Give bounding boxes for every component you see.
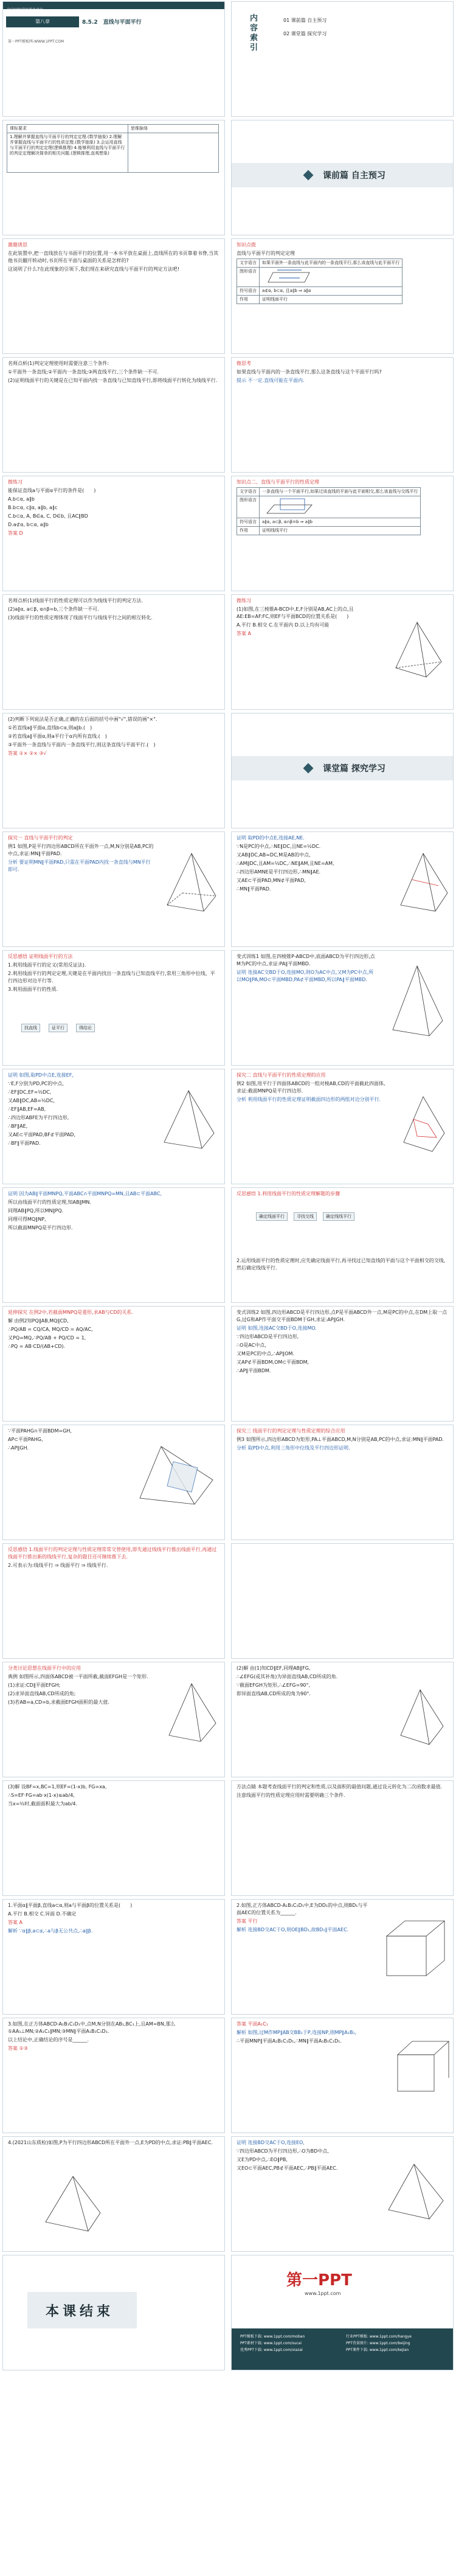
- pyramid-icon-4: [158, 1088, 219, 1154]
- proof2-line-7: ∴BF∥AE,: [8, 1123, 28, 1129]
- ext-line-2: ∴PQ/AB = CQ/CA, MQ/CD = AQ/AC,: [8, 1327, 93, 1332]
- intro-line-2: 这说明了什么?在此现象的引领下,我们现在来研究直线与平面平行的判定方法吧!: [8, 266, 179, 272]
- ad-link-1[interactable]: PPT模板下载: www.1ppt.com/moban: [240, 2335, 305, 2339]
- var1-proof: 证明 连接AC交BD于O,连接MO,则O为AC中点,又M为PC中点,所以MO∥PA,MO⊂平面MBD,PA⊄平面MBD,所以PA∥平面MBD.: [237, 970, 374, 982]
- judge-1: ①若直线a∥平面α,直线b⊂α,则a∥b.( ): [8, 725, 92, 731]
- judge-answer: 答案 ①× ②× ③√: [8, 751, 47, 756]
- slide-reflect-2[interactable]: [231, 1187, 454, 1303]
- slide-quiz-1[interactable]: [2, 1899, 225, 2015]
- cube-icon: [381, 1915, 447, 1982]
- sol3-line-2: ∴S=EF·FG=ab·x(1-x)≤ab/4,: [8, 1793, 75, 1798]
- proof1-line-6: 又AE⊂平面PAD,MN⊄平面PAD,: [237, 878, 306, 883]
- flow2-step-1: 确定线面平行: [256, 1212, 288, 1221]
- quiz2-q: 2.如图,正方体ABCD-A₁B₁C₁D₁中,E为DD₁的中点,则BD₁与平面AEC的位置关系为______.: [237, 1903, 368, 1915]
- t2-r1b: 一条直线与一个平面平行,如果过该直线的平面与此平面相交,那么该直线与交线平行: [260, 488, 421, 496]
- contents-list: [283, 14, 326, 41]
- slide-example-3[interactable]: [231, 1425, 454, 1540]
- ext-line-1: 解 由例2知PQ∥AB,MQ∥CD,: [8, 1318, 69, 1324]
- slide-reflect-3[interactable]: [2, 1543, 225, 1659]
- p1-b: B.b⊂α, c∥α, a∥b, a∥c: [8, 505, 58, 510]
- th-mindmap: 思维脉络: [128, 125, 219, 133]
- quiz4s-line-1: 证明 连接BD交AC于O,连接EO,: [237, 2140, 305, 2145]
- reflect2-heading: 反思感悟 1.利用线面平行的性质定理解题的步骤: [237, 1191, 340, 1196]
- contents-title: 内容索引: [250, 14, 258, 52]
- p1-d: D.a⊄α, b⊂α, a∥b: [8, 522, 49, 527]
- reflect1-heading: 反思感悟 证明线面平行的方法: [8, 954, 73, 959]
- flow2-step-2: 寻找交线: [294, 1212, 317, 1221]
- proof2-line-9: ∴BF∥平面PAD.: [8, 1140, 41, 1146]
- slide-banner-inclass[interactable]: [231, 713, 454, 828]
- quiz1-q: 1.平面α∥平面β,直线a⊂α,则a与平面β的位置关系是( ): [8, 1903, 133, 1908]
- p1-answer: 答案 D: [8, 530, 23, 536]
- p2-answer: 答案 A: [237, 631, 252, 636]
- ad-link-3[interactable]: PPT素材下载: www.1ppt.com/sucai: [240, 2341, 302, 2345]
- ex2-q: 例2 如图,用平行于四面体ABCD的一组对棱AB,CD的平面截此四面体,求证:截面MNPQ是平行四边形.: [237, 1081, 385, 1094]
- judge-3: ③平面外一条直线与平面内一条直线平行,则这条直线与平面平行.( ): [8, 742, 156, 748]
- t2-r4b: 证明线线平行: [260, 527, 421, 535]
- section-title: 8.5.2 直线与平面平行: [82, 19, 142, 26]
- objectives-table: [7, 124, 219, 173]
- brand-logo: 第一PPT: [286, 2271, 352, 2290]
- slide-example-1[interactable]: [2, 831, 225, 947]
- reflect2-flow: [256, 1212, 354, 1221]
- slide-note-1[interactable]: [2, 357, 225, 473]
- theorem1-table: [237, 259, 402, 304]
- ext-line-4: ∴PQ = AB·CD/(AB+CD).: [8, 1344, 66, 1349]
- judge-q: (2)判断下列说法是否正确,正确的在后面的括号中画"√",错误的画"×".: [8, 717, 157, 722]
- t2-r3a: 符号语言: [237, 518, 260, 527]
- ad-link-4[interactable]: PPT背景图片: www.1ppt.com/beijing: [346, 2341, 410, 2345]
- slide-banner-preview[interactable]: [231, 120, 454, 235]
- typ-1: (1)求证:CD∥平面EFGH;: [8, 1682, 61, 1688]
- reflect3-line-1: 反思感悟 1.线面平行的判定定理与性质定理常常交替使用,即先通过线线平行推出线面平行,再通过线面平行推出新的线线平行,复杂的题目还可继续推下去.: [8, 1547, 217, 1560]
- t1-r1b: 如果平面外一条直线与此平面内的一条直线平行,那么该直线与此平面平行: [260, 259, 402, 268]
- proof2-line-1: 证明 如图,取PD中点E,连接EF,: [8, 1072, 74, 1078]
- quiz1-explain: 解析 ∵α∥β,a⊂α,∴a与β无公共点,∴a∥β.: [8, 1928, 93, 1934]
- slide-practice-2[interactable]: [231, 594, 454, 710]
- proof4-line-2: AP⊂平面PAHG,: [8, 1437, 43, 1442]
- p1-q: 能保证直线a与平面α平行的条件是( ): [8, 488, 96, 493]
- flow1-step-2: 证平行: [49, 1024, 67, 1032]
- ad-link-5[interactable]: 优秀PPT下载: www.1ppt.com/xiazai: [240, 2348, 303, 2352]
- theorem1-sub: 直线与平面平行的判定定理: [237, 251, 295, 256]
- proof1-line-7: ∴MN∥平面PAD.: [237, 886, 271, 892]
- slide-blank-1: [231, 1543, 454, 1659]
- proof2-line-8: 又AE⊂平面PAD,BF⊄平面PAD,: [8, 1132, 75, 1137]
- var2-q: 变式训练2 如图,四边形ABCD是平行四边形,点P是平面ABCD外一点,M是PC的中点,在DM上取一点G,过G和AP作平面交平面BDM于GH,求证:AP∥GH.: [237, 1310, 447, 1322]
- intro-line-1: 在此装置中,把一直线放在与书面平行的位置,用一本书平放在桌面上,直线所在的书页靠着书脊,当其他书页翻开转动时,书页所在平面与桌面的关系是怎样的?: [8, 251, 219, 263]
- slide-proof-4[interactable]: [2, 1425, 225, 1540]
- slide-solution-3[interactable]: [2, 1780, 225, 1896]
- sol2-line-3: ∵截面EFGH为矩形,∴∠EFG=90°,: [237, 1682, 311, 1688]
- cube-icon-2: [393, 2036, 451, 2097]
- pyramid-icon-6: [384, 2161, 447, 2222]
- reflect1-line-2: 2.利用线面平行的判定定理,关键是在平面内找出一条直线与已知直线平行,常用三角形中位线、平行四边形对边平行等.: [8, 971, 215, 984]
- slide-method[interactable]: [231, 1780, 454, 1896]
- banner-title: 课前篇 自主预习: [323, 171, 385, 181]
- var2-line-6: ∴AP∥平面BDM.: [237, 1368, 271, 1373]
- intro-heading: 激趣诱思: [8, 242, 27, 248]
- var2-line-2: ∵四边形ABCD是平行四边形,: [237, 1334, 299, 1339]
- quiz2-explain: 解析 连接BD交AC于O,则OE∥BD₁,故BD₁∥平面AEC.: [237, 1927, 349, 1932]
- t2-r1a: 文字语言: [237, 488, 260, 496]
- var2-line-3: ∴O是AC中点,: [237, 1342, 266, 1348]
- plane-figure-icon: [262, 269, 311, 283]
- tetrahedron-icon: [390, 619, 444, 680]
- p1-a: A.b⊂α, a∥b: [8, 496, 35, 502]
- slide-variant-2[interactable]: [231, 1306, 454, 1422]
- method-line-1: 方法点睛 本题考查线面平行的判定和性质,以及面积的最值问题,通过设元转化为二次函数求最值.: [237, 1784, 443, 1790]
- pyramid-figure-icon: [137, 1443, 216, 1510]
- proof1-line-5: ∴四边形AMNE是平行四边形,∴MN∥AE.: [237, 869, 321, 875]
- var2-line-1: 证明 如图,连接AC交BD于O,连接MO.: [237, 1325, 317, 1331]
- proof4-line-3: ∴AP∥GH.: [8, 1445, 29, 1451]
- th-objectives: 课标要求: [7, 125, 128, 133]
- sol2-line-2: ∴∠EFG(或其补角)为异面直线AB,CD所成的角.: [237, 1674, 338, 1679]
- typ-2: (2)求异面直线AB,CD所成的角;: [8, 1691, 76, 1696]
- quiz3-sub: 以上结论中,正确结论的序号是______.: [8, 2037, 89, 2043]
- think-q: 如果直线与平面内的一条直线平行,那么这条直线与这个平面平行吗?: [237, 369, 382, 375]
- t1-r3b: a⊄α, b⊂α, 且a∥b ⇒ a∥α: [260, 287, 402, 296]
- ex3-analysis: 分析 取PD中点,利用三角形中位线及平行四边形证明.: [237, 1445, 350, 1451]
- ex2-analysis: 分析 利用线面平行的性质定理证明截面四边形的两组对边分别平行.: [237, 1097, 381, 1102]
- header-small: 高中同步学案优化设计: [7, 8, 44, 12]
- think-heading: 微思考: [237, 361, 251, 366]
- proof1-line-4: ∴AM∥DC,且AM=½DC,∴NE∥AM,且NE=AM,: [237, 861, 334, 866]
- slide-quiz-3-solution[interactable]: [231, 2018, 454, 2133]
- objectives-body: 1.理解并掌握直线与平面平行的判定定理.(数学抽象) 2.理解并掌握直线与平面平行的性质定理.(数学抽象) 3.会运用直线与平面平行的判定定理(逻辑推理) 4.能够利用直线与平面平行的判定定理解决简单的相关问题.(逻辑推理,直观想象): [7, 133, 128, 173]
- proof3-line-3: 同理AB∥PQ,所以MN∥PQ.: [8, 1208, 64, 1213]
- sol3-line-1: (3)解 设BF=x,BC=1,则EF=(1-x)b, FG=xa,: [8, 1784, 107, 1790]
- slide-quiz-3[interactable]: [2, 2018, 225, 2133]
- flow1-step-3: 得结论: [76, 1024, 95, 1032]
- p2-q: (1)如图,在三棱锥A-BCD中,E,F分别是AB,AC上的点,且AE:EB=AF:FC,则EF与平面BCD的位置关系是( ): [237, 606, 354, 619]
- note2-line-3: (3)线面平行的性质定理体现了线面平行与线线平行之间的相互转化.: [8, 615, 153, 620]
- var1-q: 变式训练1 如图,在四棱锥P-ABCD中,底面ABCD为平行四边形,点M为PC的中点,求证:PA∥平面MBD.: [237, 954, 375, 967]
- quiz1-answer: 答案 A: [8, 1920, 23, 1925]
- note1-line-1: 名师点析(1)判定定理使用时需要注意三个条件:: [8, 361, 109, 366]
- quiz4s-line-3: 又E为PD中点,∴EO∥PB,: [237, 2157, 288, 2162]
- ex3-heading: 探究三 线面平行的判定定理与性质定理的综合应用: [237, 1428, 345, 1434]
- pyramid-icon-5: [40, 2173, 106, 2234]
- quiz4-q: 4.(2021山东质检)如图,P为平行四边形ABCD所在平面外一点,E为PD的中点,求证:PB∥平面AEC.: [8, 2140, 213, 2145]
- reflect1-flow: [21, 1024, 95, 1032]
- end-title: 本课结束: [46, 2304, 114, 2319]
- sol2-line-1: (2)解 由(1)知CD∥EF,同理AB∥FG,: [237, 1665, 311, 1671]
- proof3-line-4: 同理可得MQ∥NP,: [8, 1217, 46, 1222]
- typ-3: (3)若AB=a,CD=b,求截面EFGH面积的最大值.: [8, 1699, 109, 1705]
- ex1-heading: 探究一 直线与平面平行的判定: [8, 835, 73, 841]
- quiz3-q: 3.如图,在正方体ABCD-A₁B₁C₁D₁中,点M,N分别在AB₁,BC₁上,且AM=BN,那么①AA₁⊥MN;②A₁C₁∥MN;③MN∥平面A₁B₁C₁D₁.: [8, 2021, 176, 2034]
- t2-figure: [260, 496, 421, 518]
- quiz4s-line-4: 又EO⊂平面AEC,PB⊄平面AEC,∴PB∥平面AEC.: [237, 2165, 338, 2171]
- quiz3s-line-1: 解析 如图,过M作MP∥AB交BB₁于P,连接NP,则MP∥A₁B₁,: [237, 2030, 357, 2035]
- reflect2-line-2: 2.运用线面平行的性质定理时,应先确定线面平行,再寻找过已知直线的平面与这个平面相交的交线,然后确定线线平行.: [237, 1258, 446, 1271]
- tetrahedron-icon-3: [164, 1681, 219, 1748]
- slide-end[interactable]: [2, 2255, 225, 2370]
- tetrahedron-icon-4: [396, 1687, 447, 1748]
- slide-proof-2[interactable]: [2, 1069, 225, 1184]
- proof3-line-2: 所以由线面平行的性质定理,知AB∥MN.: [8, 1199, 91, 1205]
- ex3-q: 例3 如图所示,四边形ABCD为矩形,PA⊥平面ABCD,M,N分别是AB,PC的中点,求证:MN∥平面PAD.: [237, 1437, 444, 1442]
- judge-2: ②若直线a∥平面α,则a平行于α内所有直线.( ): [8, 734, 107, 739]
- proof2-line-5: ∴EF∥AB,EF=AB,: [8, 1106, 46, 1112]
- slide-extension[interactable]: [2, 1306, 225, 1422]
- p2-options: A.平行 B.相交 C.在平面内 D.以上均有可能: [237, 622, 330, 628]
- theorem1-heading: 知识点拨: [237, 242, 256, 248]
- proof3-line-1: 证明 因为AB∥平面MNPQ,平面ABC∩平面MNPQ=MN,且AB⊂平面ABC,: [8, 1191, 162, 1196]
- quiz3s-line-2: ∴平面MNP∥平面A₁B₁C₁D₁,∴MN∥平面A₁B₁C₁D₁.: [237, 2038, 342, 2044]
- slide-reflect-1[interactable]: [2, 950, 225, 1066]
- mindmap-cell: [128, 133, 219, 173]
- t2-r4a: 作用: [237, 527, 260, 535]
- ad-footer: [232, 2328, 454, 2370]
- proof1-line-3: 又AB∥DC,AB=DC,M是AB的中点,: [237, 852, 311, 858]
- t1-r3a: 符号语言: [237, 287, 260, 296]
- typ-heading: 分类讨论思想在线面平行中的应用: [8, 1665, 81, 1671]
- t1-r2a: 图形语言: [237, 268, 260, 287]
- slide-theorem-2[interactable]: [231, 476, 454, 591]
- quiz3s-answer: 答案 平面A₁C₁: [237, 2021, 269, 2027]
- sol2-line-4: 即异面直线AB,CD所成的角为90°.: [237, 1691, 311, 1696]
- t1-figure: [260, 268, 402, 287]
- sol3-line-3: 当x=½时,截面面积最大为ab/4.: [8, 1801, 78, 1807]
- ad-link-6[interactable]: PPT课件下载: www.1ppt.com/kejian: [346, 2348, 409, 2352]
- p2-heading: 微练习: [237, 598, 251, 603]
- slide-think-1[interactable]: [231, 357, 454, 473]
- t2-r2a: 图形语言: [237, 496, 260, 518]
- slide-proof-1[interactable]: [231, 831, 454, 947]
- t1-r4a: 作用: [237, 296, 260, 304]
- quiz1-options: A.平行 B.相交 C.异面 D.不确定: [8, 1911, 77, 1917]
- proof1-line-2: ∵N是PC的中点,∴NE∥DC,且NE=½DC.: [237, 844, 321, 849]
- quiz4s-line-2: ∵四边形ABCD为平行四边形,∴O为BD中点,: [237, 2148, 329, 2154]
- slide-intro[interactable]: [2, 238, 225, 354]
- method-line-2: 注意线面平行的性质定理应用时需要明确三个条件.: [237, 1793, 345, 1798]
- proof2-line-3: ∴EF∥DC,EF=½DC,: [8, 1089, 52, 1095]
- slide-typical[interactable]: [2, 1662, 225, 1777]
- slide-quiz-2[interactable]: [231, 1899, 454, 2015]
- contents-item-2[interactable]: 02 课堂篇 探究学习: [283, 31, 327, 36]
- cover-topbar: [3, 2, 225, 12]
- ex2-heading: 探究二 直线与平面平行的性质定理的应用: [237, 1072, 326, 1078]
- var2-line-5: 又AP⊄平面BDM,OM⊂平面BDM,: [237, 1359, 309, 1365]
- proof3-line-5: 所以截面MNPQ是平行四边形.: [8, 1225, 73, 1231]
- ex1-analysis: 分析 要证明MN∥平面PAD,只需在平面PAD内找一条直线与MN平行即可.: [8, 859, 151, 872]
- chapter-label: 第八章: [6, 16, 79, 27]
- slide-contents[interactable]: [231, 1, 454, 117]
- reflect1-line-1: 1.利用线面平行的定义(常用反证法).: [8, 962, 86, 968]
- t1-r4b: 证明线面平行: [260, 296, 402, 304]
- p1-heading: 微练习: [8, 479, 22, 485]
- slide-example-2[interactable]: [231, 1069, 454, 1184]
- proof2-line-4: 又AB∥DC,AB=½DC,: [8, 1098, 55, 1103]
- banner-title-2: 课堂篇 探究学习: [323, 764, 385, 774]
- reflect1-line-3: 3.利用面面平行的性质.: [8, 987, 58, 992]
- flow2-step-3: 确定线线平行: [323, 1212, 354, 1221]
- pyramid-icon-2: [396, 850, 451, 917]
- contents-item-1[interactable]: 01 课前篇 自主预习: [283, 18, 327, 23]
- typ-q: 典例 如图所示,四面体ABCD被一平面所截,截面EFGH是一个矩形.: [8, 1674, 148, 1679]
- proof2-line-2: ∵E,F分别为PD,PC的中点,: [8, 1081, 64, 1086]
- p1-c: C.b⊂α, A, B∈a, C, D∈b, 且AC∥BD: [8, 513, 88, 519]
- ex1-q: 例1 如图,P是平行四边形ABCD所在平面外一点,M,N分别是AB,PC的中点,求证:MN∥平面PAD.: [8, 844, 154, 856]
- slide-ad[interactable]: [231, 2255, 454, 2370]
- reflect3-line-2: 2.可表示为:线线平行 ⇒ 线面平行 ⇒ 线线平行.: [8, 1563, 108, 1568]
- proof2-line-6: ∴四边形ABFE为平行四边形,: [8, 1115, 69, 1120]
- note2-line-1: 名师点析(1)线面平行的性质定理可以作为线线平行的判定方法.: [8, 598, 143, 603]
- pyramid-icon: [161, 850, 219, 917]
- t2-r3b: a∥α, a⊂β, α∩β=b ⇒ a∥b: [260, 518, 421, 527]
- slide-variant-1[interactable]: [231, 950, 454, 1066]
- quiz2-answer: 答案 平行: [237, 1918, 258, 1924]
- slide-theorem-1[interactable]: [231, 238, 454, 354]
- brand-url: www.1ppt.com: [305, 2291, 341, 2296]
- note1-line-2: ①平面外一条直线;②平面内一条直线;③两直线平行,三个条件缺一不可.: [8, 369, 159, 375]
- note2-line-2: (2)a∥α, a⊂β, α∩β=b,三个条件缺一不可.: [8, 606, 99, 612]
- tetrahedron-icon-2: [399, 1094, 447, 1154]
- slide-quiz-4[interactable]: [2, 2136, 225, 2252]
- slide-cover[interactable]: [2, 1, 225, 117]
- quiz3-answer: 答案 ①③: [8, 2046, 28, 2051]
- ext-heading: 延伸探究 在例2中,若截面MNPQ是菱形,求AB与CD的关系.: [8, 1310, 133, 1315]
- flow1-step-1: 找直线: [21, 1024, 40, 1032]
- pyramid-icon-3: [387, 963, 447, 1042]
- proof4-line-1: ∵平面PAHG∩平面BDM=GH,: [8, 1428, 72, 1434]
- footer-url: 第一PPT模板网-WWW.1PPT.COM: [8, 40, 64, 44]
- think-hint: 提示 不一定.直线可能在平面内.: [237, 378, 305, 383]
- proof1-line-1: 证明 取PD的中点E,连接AE,NE.: [237, 835, 305, 841]
- slide-judge[interactable]: [2, 713, 225, 828]
- theorem2-table: [237, 487, 421, 535]
- slide-quiz-4-solution[interactable]: [231, 2136, 454, 2252]
- t1-r1a: 文字语言: [237, 259, 260, 268]
- slide-proof-3[interactable]: [2, 1187, 225, 1303]
- slide-note-2[interactable]: [2, 594, 225, 710]
- slide-practice-1[interactable]: [2, 476, 225, 591]
- var2-line-4: 又M是PC的中点,∴AP∥OM.: [237, 1351, 294, 1356]
- ad-link-2[interactable]: 行业PPT模板: www.1ppt.com/hangye: [346, 2335, 412, 2339]
- intersecting-planes-icon: [262, 498, 317, 515]
- slide-objectives[interactable]: [2, 120, 225, 235]
- note1-line-3: (2)证明线面平行的关键是在已知平面内找一条直线与已知直线平行,即将线面平行转化为线线平行.: [8, 378, 218, 383]
- theorem2-heading: 知识点二、直线与平面平行的性质定理: [237, 479, 319, 485]
- ext-line-3: 又PQ=MQ,∴PQ/AB + PQ/CD = 1,: [8, 1335, 86, 1341]
- slide-solution-2[interactable]: [231, 1662, 454, 1777]
